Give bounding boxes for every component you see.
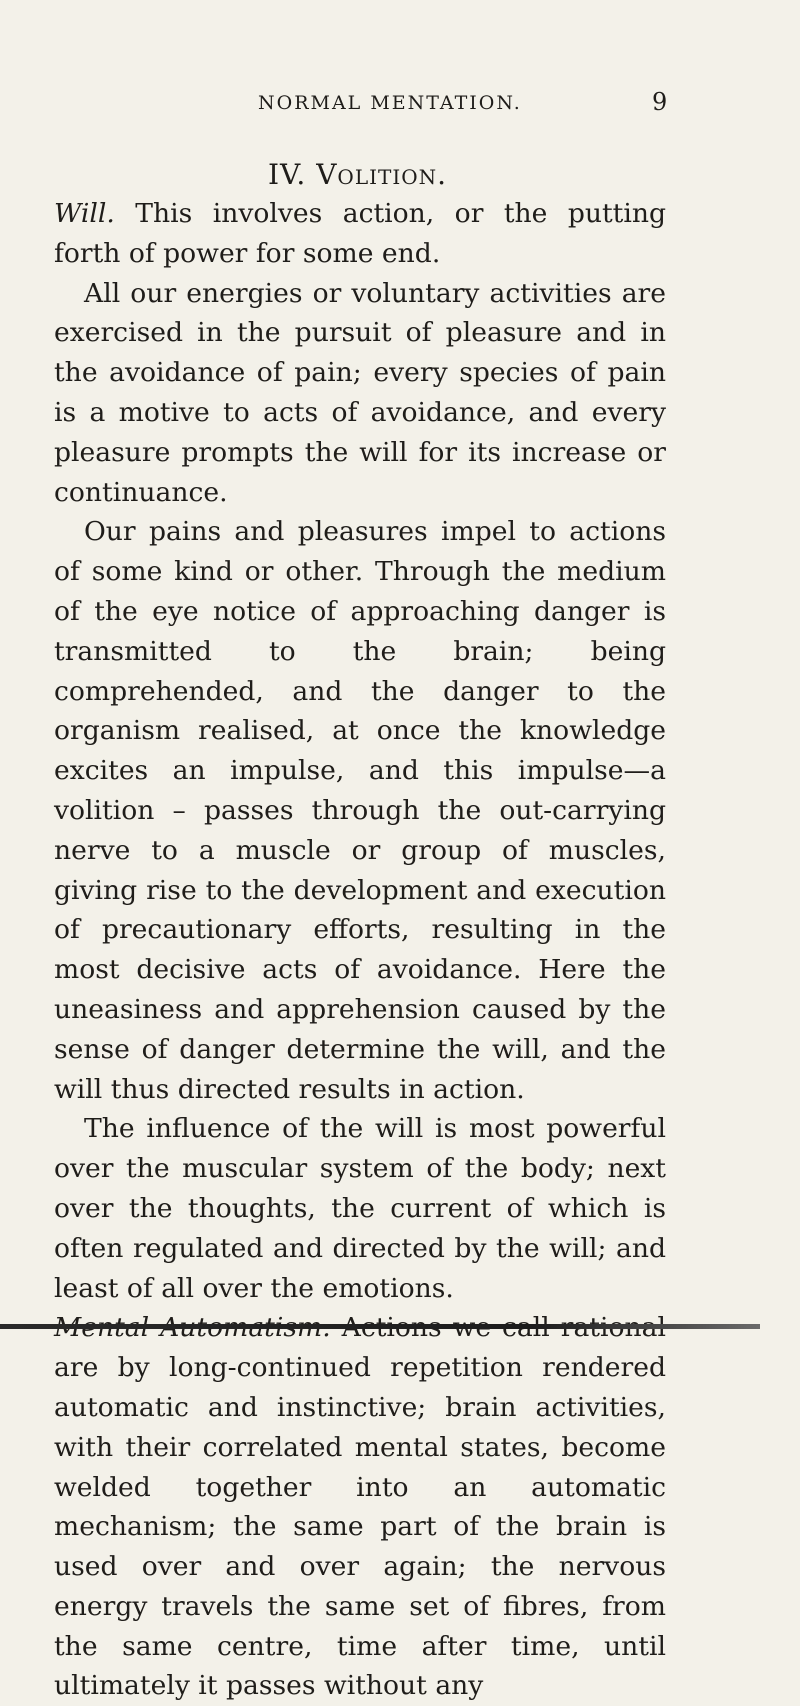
- paragraph-text: The influence of the will is most powerful over the muscular system of the body; next over the thoughts, the current of which is often regulated and directed by the will; and least of all over the emotions.: [54, 1113, 666, 1304]
- section-numeral: IV.: [268, 158, 307, 191]
- paragraph-energies: [54, 274, 666, 513]
- page-number: 9: [652, 88, 668, 116]
- section-title: Volition.: [316, 158, 448, 191]
- paragraph-influence: [54, 1109, 666, 1308]
- paragraph-text: are by long-continued repetition rendered automatic and instinctive; brain activities, with their correlated mental states, become welded together into an automatic mechanism; the same part of the brain is used over and over again; the nervous energy travels the same set of fibres, from the same centre, time after time, until ultimately it passes without any: [54, 1352, 666, 1702]
- section-heading: [268, 158, 447, 191]
- paragraph-pains: [54, 512, 666, 1109]
- paragraph-text: This involves action, or the putting forth of power for some end.: [54, 198, 666, 269]
- paragraph-text: All our energies or voluntary activities are exercised in the pursuit of pleasure and in the avoidance of pain; every species of pain is a motive to acts of avoidance, and every pleasure prompts the will for its increase or continuance.: [54, 277, 666, 508]
- lead-term: Will.: [54, 198, 115, 229]
- body-text: [54, 194, 666, 1706]
- bottom-edge-rule: [0, 1324, 760, 1329]
- paragraph-text: Our pains and pleasures impel to actions of some kind or other. Through the medium of the eye notice of approaching danger is transmitted to the brain; being comprehended, and the danger to the organism realised, at once the knowledge excites an impulse, and this impulse—a volition – passes through the out-carrying nerve to a muscle or group of muscles, giving rise to the development and execution of precautionary efforts, resulting in the most decisive acts of avoidance. Here the uneasiness and apprehension caused by the sense of danger determine the will, and the will thus directed results in action.: [54, 516, 666, 1105]
- running-head: NORMAL MENTATION.: [258, 92, 522, 114]
- paragraph-automatism: [54, 1308, 666, 1706]
- paragraph-will: [54, 194, 666, 274]
